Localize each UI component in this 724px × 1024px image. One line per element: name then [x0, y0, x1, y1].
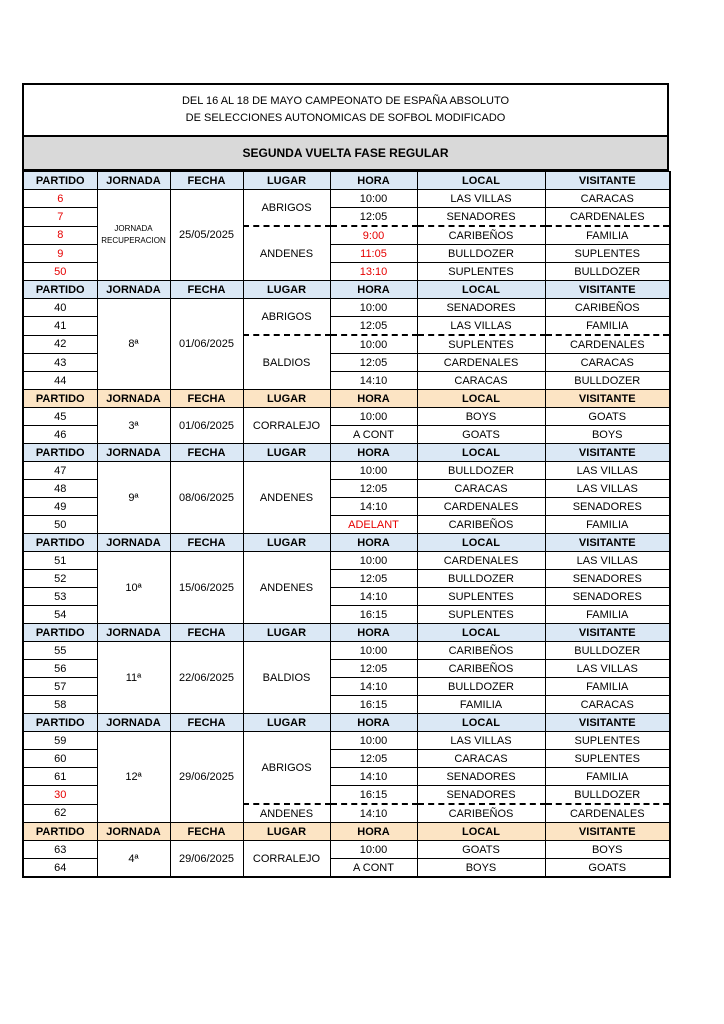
header-line-1: DEL 16 AL 18 DE MAYO CAMPEONATO DE ESPAÑA ABSOLUTO: [181, 95, 510, 107]
column-header-lugar: LUGAR: [243, 281, 330, 299]
visitante-cell: GOATS: [545, 859, 670, 878]
local-cell: CARACAS: [417, 750, 545, 768]
visitante-cell: BULLDOZER: [545, 642, 670, 660]
schedule-body: [23, 172, 670, 878]
visitante-cell: CARIBEÑOS: [545, 299, 670, 317]
partido-cell: 54: [23, 606, 97, 624]
partido-cell: 52: [23, 570, 97, 588]
visitante-cell: CARDENALES: [545, 335, 670, 354]
column-header-hora: HORA: [330, 444, 417, 462]
column-header-local: LOCAL: [417, 714, 545, 732]
partido-cell: 47: [23, 462, 97, 480]
visitante-cell: SUPLENTES: [545, 732, 670, 750]
column-header-partido: PARTIDO: [23, 823, 97, 841]
column-header-row: [23, 444, 670, 462]
local-cell: LAS VILLAS: [417, 190, 545, 208]
lugar-cell: CORRALEJO: [243, 408, 330, 444]
column-header-jornada: JORNADA: [97, 281, 170, 299]
column-header-lugar: LUGAR: [243, 390, 330, 408]
partido-cell: 53: [23, 588, 97, 606]
column-header-hora: HORA: [330, 714, 417, 732]
hora-cell: 10:00: [330, 190, 417, 208]
table-row: [23, 408, 670, 426]
hora-cell: 14:10: [330, 768, 417, 786]
jornada-cell: 9ª: [97, 462, 170, 534]
column-header-visitante: VISITANTE: [545, 390, 670, 408]
column-header-row: [23, 534, 670, 552]
visitante-cell: BULLDOZER: [545, 786, 670, 805]
visitante-cell: FAMILIA: [545, 606, 670, 624]
fecha-cell: 08/06/2025: [170, 462, 243, 534]
local-cell: CARACAS: [417, 480, 545, 498]
partido-cell: 55: [23, 642, 97, 660]
hora-cell: 9:00: [330, 226, 417, 245]
hora-cell: 16:15: [330, 606, 417, 624]
column-header-hora: HORA: [330, 172, 417, 190]
lugar-cell: ANDENES: [243, 552, 330, 624]
lugar-cell: ANDENES: [243, 462, 330, 534]
column-header-partido: PARTIDO: [23, 281, 97, 299]
column-header-jornada: JORNADA: [97, 534, 170, 552]
hora-cell: 10:00: [330, 462, 417, 480]
hora-cell: 10:00: [330, 299, 417, 317]
column-header-jornada: JORNADA: [97, 390, 170, 408]
local-cell: GOATS: [417, 426, 545, 444]
visitante-cell: BOYS: [545, 426, 670, 444]
hora-cell: 16:15: [330, 696, 417, 714]
column-header-local: LOCAL: [417, 624, 545, 642]
hora-cell: 10:00: [330, 732, 417, 750]
partido-cell: 40: [23, 299, 97, 317]
local-cell: CARACAS: [417, 372, 545, 390]
hora-cell: 10:00: [330, 335, 417, 354]
hora-cell: 10:00: [330, 841, 417, 859]
visitante-cell: SENADORES: [545, 588, 670, 606]
hora-cell: 12:05: [330, 570, 417, 588]
lugar-cell: ANDENES: [243, 226, 330, 281]
hora-cell: 10:00: [330, 642, 417, 660]
local-cell: CARIBEÑOS: [417, 516, 545, 534]
hora-cell: 14:10: [330, 678, 417, 696]
column-header-visitante: VISITANTE: [545, 281, 670, 299]
column-header-jornada: JORNADA: [97, 714, 170, 732]
hora-cell: 14:10: [330, 372, 417, 390]
column-header-visitante: VISITANTE: [545, 172, 670, 190]
jornada-cell: 10ª: [97, 552, 170, 624]
column-header-lugar: LUGAR: [243, 714, 330, 732]
column-header-jornada: JORNADA: [97, 624, 170, 642]
partido-cell: 30: [23, 786, 97, 805]
visitante-cell: BOYS: [545, 841, 670, 859]
column-header-hora: HORA: [330, 390, 417, 408]
local-cell: BULLDOZER: [417, 570, 545, 588]
column-header-hora: HORA: [330, 823, 417, 841]
local-cell: SENADORES: [417, 786, 545, 805]
fecha-cell: 01/06/2025: [170, 408, 243, 444]
column-header-local: LOCAL: [417, 823, 545, 841]
visitante-cell: CARDENALES: [545, 208, 670, 227]
partido-cell: 48: [23, 480, 97, 498]
visitante-cell: LAS VILLAS: [545, 462, 670, 480]
visitante-cell: BULLDOZER: [545, 263, 670, 281]
partido-cell: 7: [23, 208, 97, 227]
column-header-fecha: FECHA: [170, 534, 243, 552]
partido-cell: 44: [23, 372, 97, 390]
visitante-cell: FAMILIA: [545, 317, 670, 336]
partido-cell: 46: [23, 426, 97, 444]
visitante-cell: FAMILIA: [545, 768, 670, 786]
column-header-row: [23, 281, 670, 299]
hora-cell: 14:10: [330, 498, 417, 516]
fecha-cell: 01/06/2025: [170, 299, 243, 390]
column-header-lugar: LUGAR: [243, 823, 330, 841]
hora-cell: 14:10: [330, 588, 417, 606]
column-header-local: LOCAL: [417, 444, 545, 462]
column-header-partido: PARTIDO: [23, 624, 97, 642]
visitante-cell: FAMILIA: [545, 226, 670, 245]
column-header-row: [23, 624, 670, 642]
local-cell: CARDENALES: [417, 354, 545, 372]
column-header-jornada: JORNADA: [97, 823, 170, 841]
partido-cell: 6: [23, 190, 97, 208]
schedule-sheet: [22, 83, 669, 878]
document-header: [22, 83, 669, 135]
lugar-cell: BALDIOS: [243, 642, 330, 714]
table-row: [23, 732, 670, 750]
hora-cell: ADELANT: [330, 516, 417, 534]
column-header-lugar: LUGAR: [243, 624, 330, 642]
table-row: [23, 462, 670, 480]
column-header-partido: PARTIDO: [23, 444, 97, 462]
hora-cell: 12:05: [330, 750, 417, 768]
column-header-row: [23, 390, 670, 408]
table-row: [23, 642, 670, 660]
hora-cell: 16:15: [330, 786, 417, 805]
hora-cell: 12:05: [330, 208, 417, 227]
partido-cell: 8: [23, 226, 97, 245]
column-header-hora: HORA: [330, 624, 417, 642]
local-cell: BULLDOZER: [417, 245, 545, 263]
local-cell: BOYS: [417, 859, 545, 878]
visitante-cell: FAMILIA: [545, 678, 670, 696]
partido-cell: 61: [23, 768, 97, 786]
column-header-partido: PARTIDO: [23, 172, 97, 190]
local-cell: SENADORES: [417, 299, 545, 317]
hora-cell: 12:05: [330, 660, 417, 678]
column-header-lugar: LUGAR: [243, 534, 330, 552]
lugar-cell: ANDENES: [243, 804, 330, 823]
partido-cell: 9: [23, 245, 97, 263]
column-header-visitante: VISITANTE: [545, 534, 670, 552]
partido-cell: 60: [23, 750, 97, 768]
column-header-local: LOCAL: [417, 281, 545, 299]
local-cell: SUPLENTES: [417, 263, 545, 281]
column-header-partido: PARTIDO: [23, 714, 97, 732]
column-header-visitante: VISITANTE: [545, 444, 670, 462]
local-cell: CARIBEÑOS: [417, 804, 545, 823]
fecha-cell: 22/06/2025: [170, 642, 243, 714]
local-cell: LAS VILLAS: [417, 732, 545, 750]
lugar-cell: ABRIGOS: [243, 190, 330, 227]
column-header-fecha: FECHA: [170, 172, 243, 190]
visitante-cell: CARACAS: [545, 696, 670, 714]
partido-cell: 50: [23, 263, 97, 281]
local-cell: CARIBEÑOS: [417, 642, 545, 660]
partido-cell: 62: [23, 804, 97, 823]
visitante-cell: CARACAS: [545, 190, 670, 208]
lugar-cell: BALDIOS: [243, 335, 330, 390]
fecha-cell: 29/06/2025: [170, 841, 243, 878]
fecha-cell: 25/05/2025: [170, 190, 243, 281]
schedule-table: [22, 171, 671, 878]
hora-cell: 12:05: [330, 317, 417, 336]
header-line-2: DE SELECCIONES AUTONOMICAS DE SOFBOL MODIFICADO: [185, 112, 506, 124]
column-header-local: LOCAL: [417, 534, 545, 552]
column-header-fecha: FECHA: [170, 281, 243, 299]
table-row: [23, 190, 670, 208]
partido-cell: 50: [23, 516, 97, 534]
local-cell: GOATS: [417, 841, 545, 859]
column-header-row: [23, 823, 670, 841]
hora-cell: 10:00: [330, 408, 417, 426]
partido-cell: 63: [23, 841, 97, 859]
column-header-row: [23, 172, 670, 190]
local-cell: CARDENALES: [417, 498, 545, 516]
fecha-cell: 15/06/2025: [170, 552, 243, 624]
local-cell: BOYS: [417, 408, 545, 426]
column-header-lugar: LUGAR: [243, 172, 330, 190]
hora-cell: 11:05: [330, 245, 417, 263]
hora-cell: 14:10: [330, 804, 417, 823]
column-header-jornada: JORNADA: [97, 172, 170, 190]
local-cell: SUPLENTES: [417, 335, 545, 354]
visitante-cell: GOATS: [545, 408, 670, 426]
local-cell: CARIBEÑOS: [417, 660, 545, 678]
visitante-cell: SENADORES: [545, 498, 670, 516]
partido-cell: 64: [23, 859, 97, 878]
column-header-jornada: JORNADA: [97, 444, 170, 462]
visitante-cell: CARACAS: [545, 354, 670, 372]
visitante-cell: LAS VILLAS: [545, 480, 670, 498]
partido-cell: 51: [23, 552, 97, 570]
column-header-local: LOCAL: [417, 390, 545, 408]
partido-cell: 42: [23, 335, 97, 354]
jornada-cell: JORNADA RECUPERACION: [97, 190, 170, 281]
local-cell: SENADORES: [417, 208, 545, 227]
column-header-hora: HORA: [330, 534, 417, 552]
lugar-cell: ABRIGOS: [243, 732, 330, 805]
column-header-partido: PARTIDO: [23, 390, 97, 408]
hora-cell: 12:05: [330, 480, 417, 498]
column-header-fecha: FECHA: [170, 714, 243, 732]
local-cell: SUPLENTES: [417, 588, 545, 606]
local-cell: SUPLENTES: [417, 606, 545, 624]
partido-cell: 49: [23, 498, 97, 516]
local-cell: SENADORES: [417, 768, 545, 786]
visitante-cell: FAMILIA: [545, 516, 670, 534]
jornada-cell: 11ª: [97, 642, 170, 714]
table-row: [23, 299, 670, 317]
partido-cell: 58: [23, 696, 97, 714]
column-header-visitante: VISITANTE: [545, 624, 670, 642]
column-header-lugar: LUGAR: [243, 444, 330, 462]
section-title: SEGUNDA VUELTA FASE REGULAR: [22, 135, 669, 171]
visitante-cell: SENADORES: [545, 570, 670, 588]
column-header-fecha: FECHA: [170, 390, 243, 408]
local-cell: CARIBEÑOS: [417, 226, 545, 245]
column-header-visitante: VISITANTE: [545, 714, 670, 732]
partido-cell: 45: [23, 408, 97, 426]
partido-cell: 59: [23, 732, 97, 750]
visitante-cell: SUPLENTES: [545, 245, 670, 263]
local-cell: BULLDOZER: [417, 462, 545, 480]
visitante-cell: LAS VILLAS: [545, 660, 670, 678]
column-header-fecha: FECHA: [170, 823, 243, 841]
local-cell: FAMILIA: [417, 696, 545, 714]
column-header-fecha: FECHA: [170, 444, 243, 462]
column-header-hora: HORA: [330, 281, 417, 299]
partido-cell: 41: [23, 317, 97, 336]
visitante-cell: SUPLENTES: [545, 750, 670, 768]
jornada-cell: 8ª: [97, 299, 170, 390]
hora-cell: 13:10: [330, 263, 417, 281]
partido-cell: 57: [23, 678, 97, 696]
fecha-cell: 29/06/2025: [170, 732, 243, 823]
table-row: [23, 841, 670, 859]
visitante-cell: BULLDOZER: [545, 372, 670, 390]
partido-cell: 56: [23, 660, 97, 678]
hora-cell: A CONT: [330, 426, 417, 444]
local-cell: BULLDOZER: [417, 678, 545, 696]
column-header-local: LOCAL: [417, 172, 545, 190]
column-header-fecha: FECHA: [170, 624, 243, 642]
hora-cell: A CONT: [330, 859, 417, 878]
visitante-cell: CARDENALES: [545, 804, 670, 823]
jornada-cell: 3ª: [97, 408, 170, 444]
table-row: [23, 552, 670, 570]
local-cell: CARDENALES: [417, 552, 545, 570]
local-cell: LAS VILLAS: [417, 317, 545, 336]
visitante-cell: LAS VILLAS: [545, 552, 670, 570]
hora-cell: 10:00: [330, 552, 417, 570]
hora-cell: 12:05: [330, 354, 417, 372]
column-header-row: [23, 714, 670, 732]
column-header-visitante: VISITANTE: [545, 823, 670, 841]
partido-cell: 43: [23, 354, 97, 372]
lugar-cell: CORRALEJO: [243, 841, 330, 878]
lugar-cell: ABRIGOS: [243, 299, 330, 336]
jornada-cell: 12ª: [97, 732, 170, 823]
column-header-partido: PARTIDO: [23, 534, 97, 552]
jornada-cell: 4ª: [97, 841, 170, 878]
